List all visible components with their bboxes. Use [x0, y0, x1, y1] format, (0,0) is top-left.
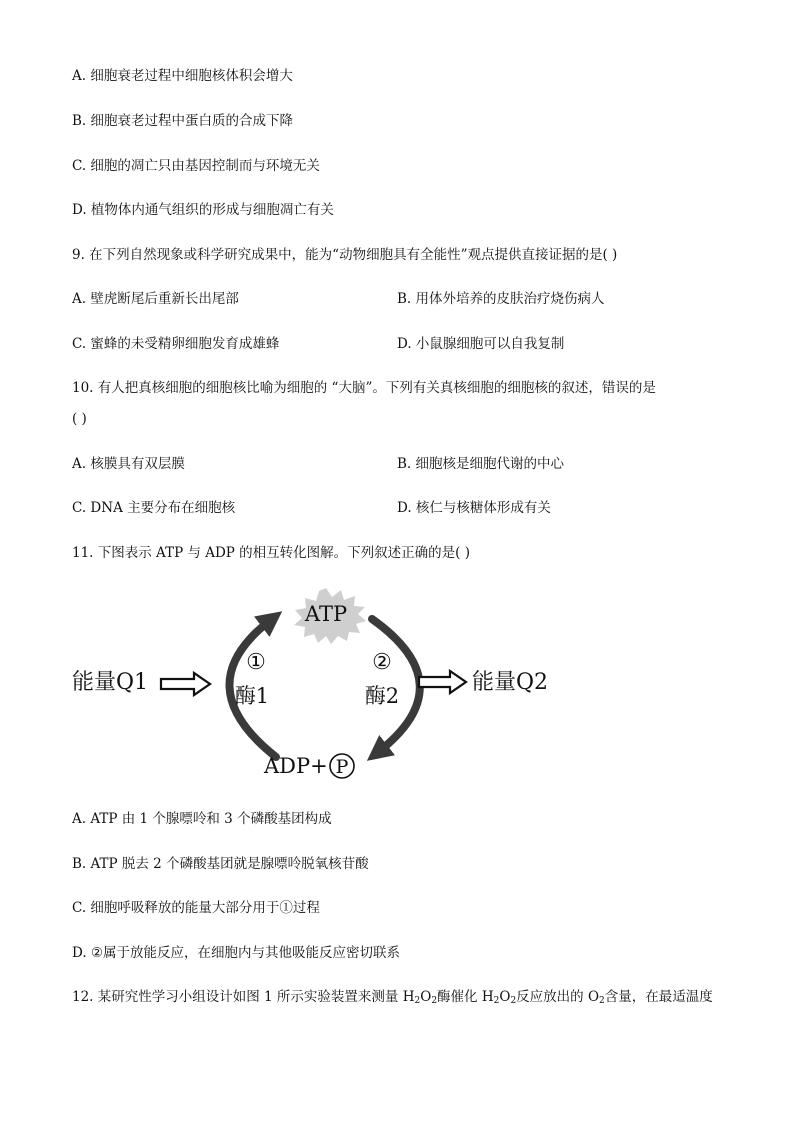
q8-option-b: B. 细胞衰老过程中蛋白质的合成下降: [72, 113, 294, 129]
q9-option-d: D. 小鼠腺细胞可以自我复制: [397, 336, 565, 352]
q9-option-b: B. 用体外培养的皮肤治疗烧伤病人: [397, 291, 605, 307]
q11-option-c: C. 细胞呼吸释放的能量大部分用于①过程: [72, 900, 320, 916]
enzyme-2-label: 酶2: [364, 684, 400, 708]
phosphate-label: P: [335, 756, 349, 778]
q12-stem: [72, 988, 713, 1006]
q11-option-d: D. ②属于放能反应，在细胞内与其他吸能反应密切联系: [72, 945, 401, 961]
step-2-label: ②: [372, 650, 392, 675]
q11-stem: 11. 下图表示 ATP 与 ADP 的相互转化图解。下列叙述正确的是( ): [72, 545, 471, 561]
q8-option-c: C. 细胞的凋亡只由基因控制而与环境无关: [72, 158, 320, 174]
q12-text-3: 酶催化 H: [437, 989, 494, 1005]
q10-option-c: C. DNA 主要分布在细胞核: [72, 500, 236, 516]
q8-option-d: D. 植物体内通气组织的形成与细胞凋亡有关: [72, 202, 334, 218]
energy-in-arrow: [161, 673, 210, 695]
q9-stem: 9. 在下列自然现象或科学研究成果中，能为“动物细胞具有全能性”观点提供直接证据的是( ): [72, 247, 618, 263]
q12-sub-1: 2: [414, 996, 421, 1006]
q9-option-a: A. 壁虎断尾后重新长出尾部: [72, 291, 239, 307]
q12-sub-2: 2: [431, 996, 438, 1006]
energy-q2-label: 能量Q2: [472, 670, 549, 695]
q9-option-c: C. 蜜蜂的未受精卵细胞发育成雄蜂: [72, 336, 280, 352]
q12-text-2: O: [420, 989, 432, 1005]
q12-sub-5: 2: [599, 996, 605, 1006]
enzyme-1-label: 酶1: [234, 684, 270, 708]
q8-option-a: A. 细胞衰老过程中细胞核体积会增大: [72, 68, 293, 84]
q12-text-6: 含量，在最适温度: [604, 989, 713, 1005]
q12-sub-3: 2: [493, 996, 500, 1006]
q10-option-d: D. 核仁与核糖体形成有关: [397, 500, 551, 516]
q10-stem-cont: ( ): [72, 411, 87, 427]
energy-q1-label: 能量Q1: [72, 670, 149, 695]
q12-text-5: 反应放出的 O: [516, 989, 600, 1005]
q10-option-b: B. 细胞核是细胞代谢的中心: [397, 456, 565, 472]
atp-label: ATP: [304, 602, 348, 626]
q11-option-b: B. ATP 脱去 2 个磷酸基团就是腺嘌呤脱氧核苷酸: [72, 856, 369, 872]
adp-label: ADP+: [264, 754, 328, 778]
step-1-label: ①: [246, 650, 266, 675]
energy-out-arrow: [419, 671, 466, 693]
q12-text-1: 12. 某研究性学习小组设计如图 1 所示实验装置来测量 H: [72, 989, 415, 1005]
atp-adp-diagram: [60, 585, 580, 790]
q11-option-a: A. ATP 由 1 个腺嘌呤和 3 个磷酸基团构成: [72, 811, 332, 827]
q10-stem: 10. 有人把真核细胞的细胞核比喻为细胞的 “大脑”。下列有关真核细胞的细胞核的叙述，错误的是: [72, 380, 656, 396]
q12-text-4: O: [499, 989, 511, 1005]
q10-option-a: A. 核膜具有双层膜: [72, 456, 185, 472]
q12-sub-4: 2: [510, 996, 517, 1006]
